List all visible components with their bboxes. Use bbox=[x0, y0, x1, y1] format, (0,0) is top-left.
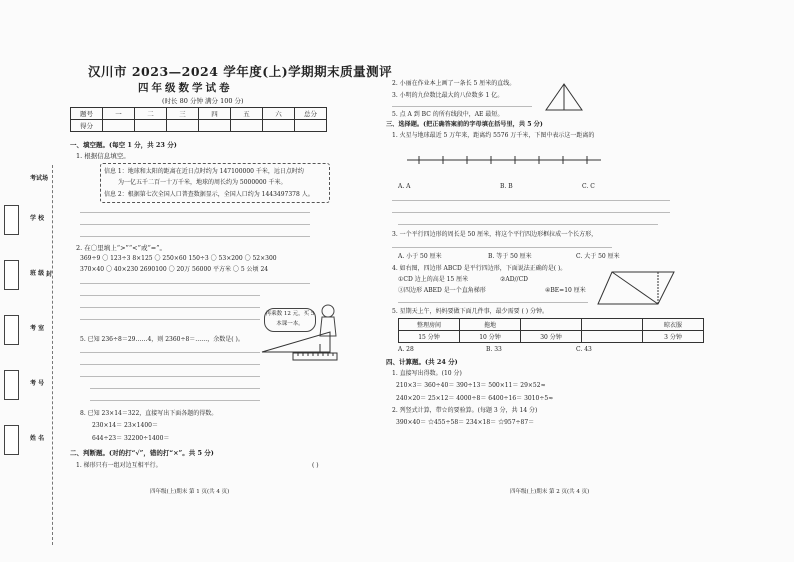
choice-4-opt1: ①CD 边上的高是 15 厘米 bbox=[398, 276, 469, 283]
choice-3: 3. 一个平行四边形的周长是 50 厘米，将这个平行四边形框拉成一个长方形， bbox=[392, 231, 598, 238]
score-cell bbox=[263, 120, 295, 132]
text-line bbox=[80, 364, 260, 365]
chores-cell bbox=[582, 319, 643, 331]
score-head-cell: 四 bbox=[199, 108, 231, 120]
text-line bbox=[90, 388, 260, 389]
chores-cell: 整理房间 bbox=[399, 319, 460, 331]
score-table bbox=[70, 107, 327, 132]
judge-2: 2. 小丽在作业本上画了一条长 5 厘米的直线。 bbox=[392, 80, 516, 87]
number-box bbox=[4, 370, 19, 400]
choice-3-b: B. 等于 50 厘米 bbox=[488, 253, 532, 260]
judge-1-paren: ( ) bbox=[312, 462, 319, 469]
exam-subtitle: 四年级数学试卷 bbox=[138, 82, 233, 94]
text-line bbox=[392, 200, 670, 201]
score-cell bbox=[103, 120, 135, 132]
question-5: 5. 已知 236÷8＝29……4，则 2360÷8＝……，余数是( )。 bbox=[80, 336, 244, 343]
chores-cell: 拖地 bbox=[460, 319, 521, 331]
choice-4-opt4: ④BE=10 厘米 bbox=[545, 287, 586, 294]
score-cell bbox=[231, 120, 263, 132]
chores-cell: 10 分钟 bbox=[460, 331, 521, 343]
side-label-room: 考 室 bbox=[30, 325, 45, 332]
text-line bbox=[80, 283, 310, 284]
school-box bbox=[4, 205, 19, 235]
seal-line bbox=[52, 165, 53, 545]
text-line bbox=[392, 247, 612, 248]
chores-table bbox=[398, 318, 704, 343]
text-line bbox=[80, 212, 310, 213]
score-cell bbox=[199, 120, 231, 132]
choice-3-a: A. 小于 50 厘米 bbox=[398, 253, 442, 260]
info-1-line2: 为一亿五千二百一十万千米，地球的周长约为 5000000 千米。 bbox=[118, 179, 287, 186]
section2-title: 二、判断题。(对的打“√”，错的打“×”。共 5 分) bbox=[70, 449, 214, 457]
side-label-seal: 封 bbox=[46, 271, 53, 278]
choice-1-a: A. A bbox=[398, 183, 411, 190]
score-head-cell: 三 bbox=[167, 108, 199, 120]
text-line bbox=[398, 224, 658, 225]
choice-3-c: C. 大于 50 厘米 bbox=[576, 253, 620, 260]
parallelogram-figure bbox=[596, 268, 676, 308]
question-8-row-b: 644÷23＝ 32200÷1400＝ bbox=[92, 435, 170, 442]
choice-5-a: A. 28 bbox=[398, 346, 414, 353]
set-square-figure bbox=[260, 330, 332, 354]
text-line bbox=[80, 295, 260, 296]
chores-cell: 晾衣服 bbox=[643, 319, 704, 331]
chores-cell: 15 分钟 bbox=[399, 331, 460, 343]
question-1: 1. 根据信息填空。 bbox=[76, 152, 130, 160]
text-line bbox=[392, 212, 670, 213]
section1-title: 一、填空题。(每空 1 分，共 23 分) bbox=[70, 141, 177, 149]
text-line bbox=[80, 307, 260, 308]
score-cell bbox=[135, 120, 167, 132]
time-note: (时长 80 分钟 满分 100 分) bbox=[162, 97, 244, 105]
score-cell bbox=[295, 120, 327, 132]
side-label-name: 姓 名 bbox=[30, 435, 45, 442]
judge-5: 5. 点 A 到 BC 的所有线段中，AE 最短。 bbox=[392, 111, 504, 118]
chores-cell: 30 分钟 bbox=[521, 331, 582, 343]
section4-title: 四、计算题。(共 24 分) bbox=[386, 358, 458, 366]
choice-1: 1. 火星与地球最近 5 万年来，距离约 5576 万千米，下图中表示这一距离的 bbox=[392, 132, 595, 139]
text-line bbox=[80, 236, 310, 237]
calc-2-row: 390×40＝ ☆455÷58＝ 234×18＝ ☆957÷87＝ bbox=[396, 419, 535, 426]
section3-title: 三、选择题。(把正确答案前的字母填在括号里，共 5 分) bbox=[386, 121, 543, 128]
page-footer-right: 四年级(上)期末 第 2 页(共 4 页) bbox=[510, 489, 590, 495]
text-line bbox=[80, 224, 310, 225]
info-2: 信息 2：根据第七次全国人口普查数据显示，全国人口约为 1443497378 人。 bbox=[104, 191, 314, 198]
choice-5: 5. 星期天上午，妈妈要做下面几件事，最少需要 ( ) 分钟。 bbox=[392, 308, 549, 315]
chores-cell bbox=[582, 331, 643, 343]
side-label-class: 班 级 bbox=[30, 270, 45, 277]
score-head-cell: 一 bbox=[103, 108, 135, 120]
choice-1-c: C. C bbox=[582, 183, 595, 190]
chores-cell bbox=[521, 319, 582, 331]
text-line bbox=[80, 319, 260, 320]
class-box bbox=[4, 260, 19, 290]
score-head-cell: 总分 bbox=[295, 108, 327, 120]
question-2-row-a: 369÷9 〇 123÷3 8×125 〇 250×60 150÷3 〇 53×200 〇 52×300 bbox=[80, 255, 277, 262]
exam-title: 汉川市 2023—2024 学年度(上)学期期末质量测评 bbox=[88, 64, 393, 79]
text-line bbox=[90, 400, 260, 401]
score-head-cell: 二 bbox=[135, 108, 167, 120]
ruler-figure bbox=[292, 352, 338, 362]
side-label-school: 学 校 bbox=[30, 215, 45, 222]
choice-5-c: C. 43 bbox=[576, 346, 592, 353]
binding-gutter bbox=[0, 165, 62, 545]
page-footer-left: 四年级(上)期末 第 1 页(共 4 页) bbox=[150, 489, 230, 495]
choice-4: 4. 如右图，四边形 ABCD 是平行四边形，下面说法正确的是( )。 bbox=[392, 265, 567, 272]
calc-1-row-b: 240×20＝ 25×12＝ 4000÷8＝ 6400÷16＝ 3010÷5≈ bbox=[396, 395, 554, 402]
choice-4-opt3: ③四边形 ABED 是一个直角梯形 bbox=[398, 287, 486, 294]
score-row-label: 得分 bbox=[71, 120, 103, 132]
score-head-cell: 五 bbox=[231, 108, 263, 120]
score-cell bbox=[167, 120, 199, 132]
score-head-cell: 六 bbox=[263, 108, 295, 120]
calc-1: 1. 直接写出得数。(10 分) bbox=[392, 370, 462, 377]
question-2-row-b: 370×40 〇 40×230 2690100 〇 20万 56000 平方米 〇 5 公顷 24 bbox=[80, 266, 269, 273]
question-2: 2. 在〇里填上“>”“<”或“=”。 bbox=[76, 244, 167, 252]
judge-3: 3. 小明的九位数比最大的八位数多 1 亿。 bbox=[392, 92, 504, 99]
info-1-line1: 信息 1：地球和太阳的距离在近日点时约为 147100000 千米，远日点时约 bbox=[104, 168, 304, 175]
question-8: 8. 已知 23×14＝322，直接写出下面各题的得数。 bbox=[80, 410, 218, 417]
speech-bubble: 再乘数 12 元，买 5 本课一本。 bbox=[264, 308, 316, 332]
chores-cell: 3 分钟 bbox=[643, 331, 704, 343]
choice-5-b: B. 33 bbox=[486, 346, 502, 353]
room-box bbox=[4, 315, 19, 345]
side-label-number: 考 号 bbox=[30, 380, 45, 387]
calc-1-row-a: 210×3＝ 360÷40＝ 390÷13＝ 500×11＝ 29×52≈ bbox=[396, 382, 546, 389]
calc-2: 2. 列竖式计算，带☆的要验算。(每题 3 分，共 14 分) bbox=[392, 407, 538, 414]
triangle-figure bbox=[544, 82, 584, 114]
text-line bbox=[80, 376, 260, 377]
name-box bbox=[4, 425, 19, 455]
text-line bbox=[392, 106, 532, 107]
judge-1: 1. 梯形只有一组对边互相平行。 bbox=[76, 462, 162, 469]
side-label-exam-site: 考试场 bbox=[30, 175, 49, 182]
choice-1-b: B. B bbox=[500, 183, 513, 190]
text-line bbox=[398, 302, 588, 303]
text-line bbox=[80, 352, 260, 353]
choice-4-opt2: ②AD//CD bbox=[500, 276, 528, 283]
question-8-row-a: 230×14＝ 23×1400＝ bbox=[92, 422, 158, 429]
score-head-cell: 题号 bbox=[71, 108, 103, 120]
number-line-figure bbox=[405, 148, 605, 174]
